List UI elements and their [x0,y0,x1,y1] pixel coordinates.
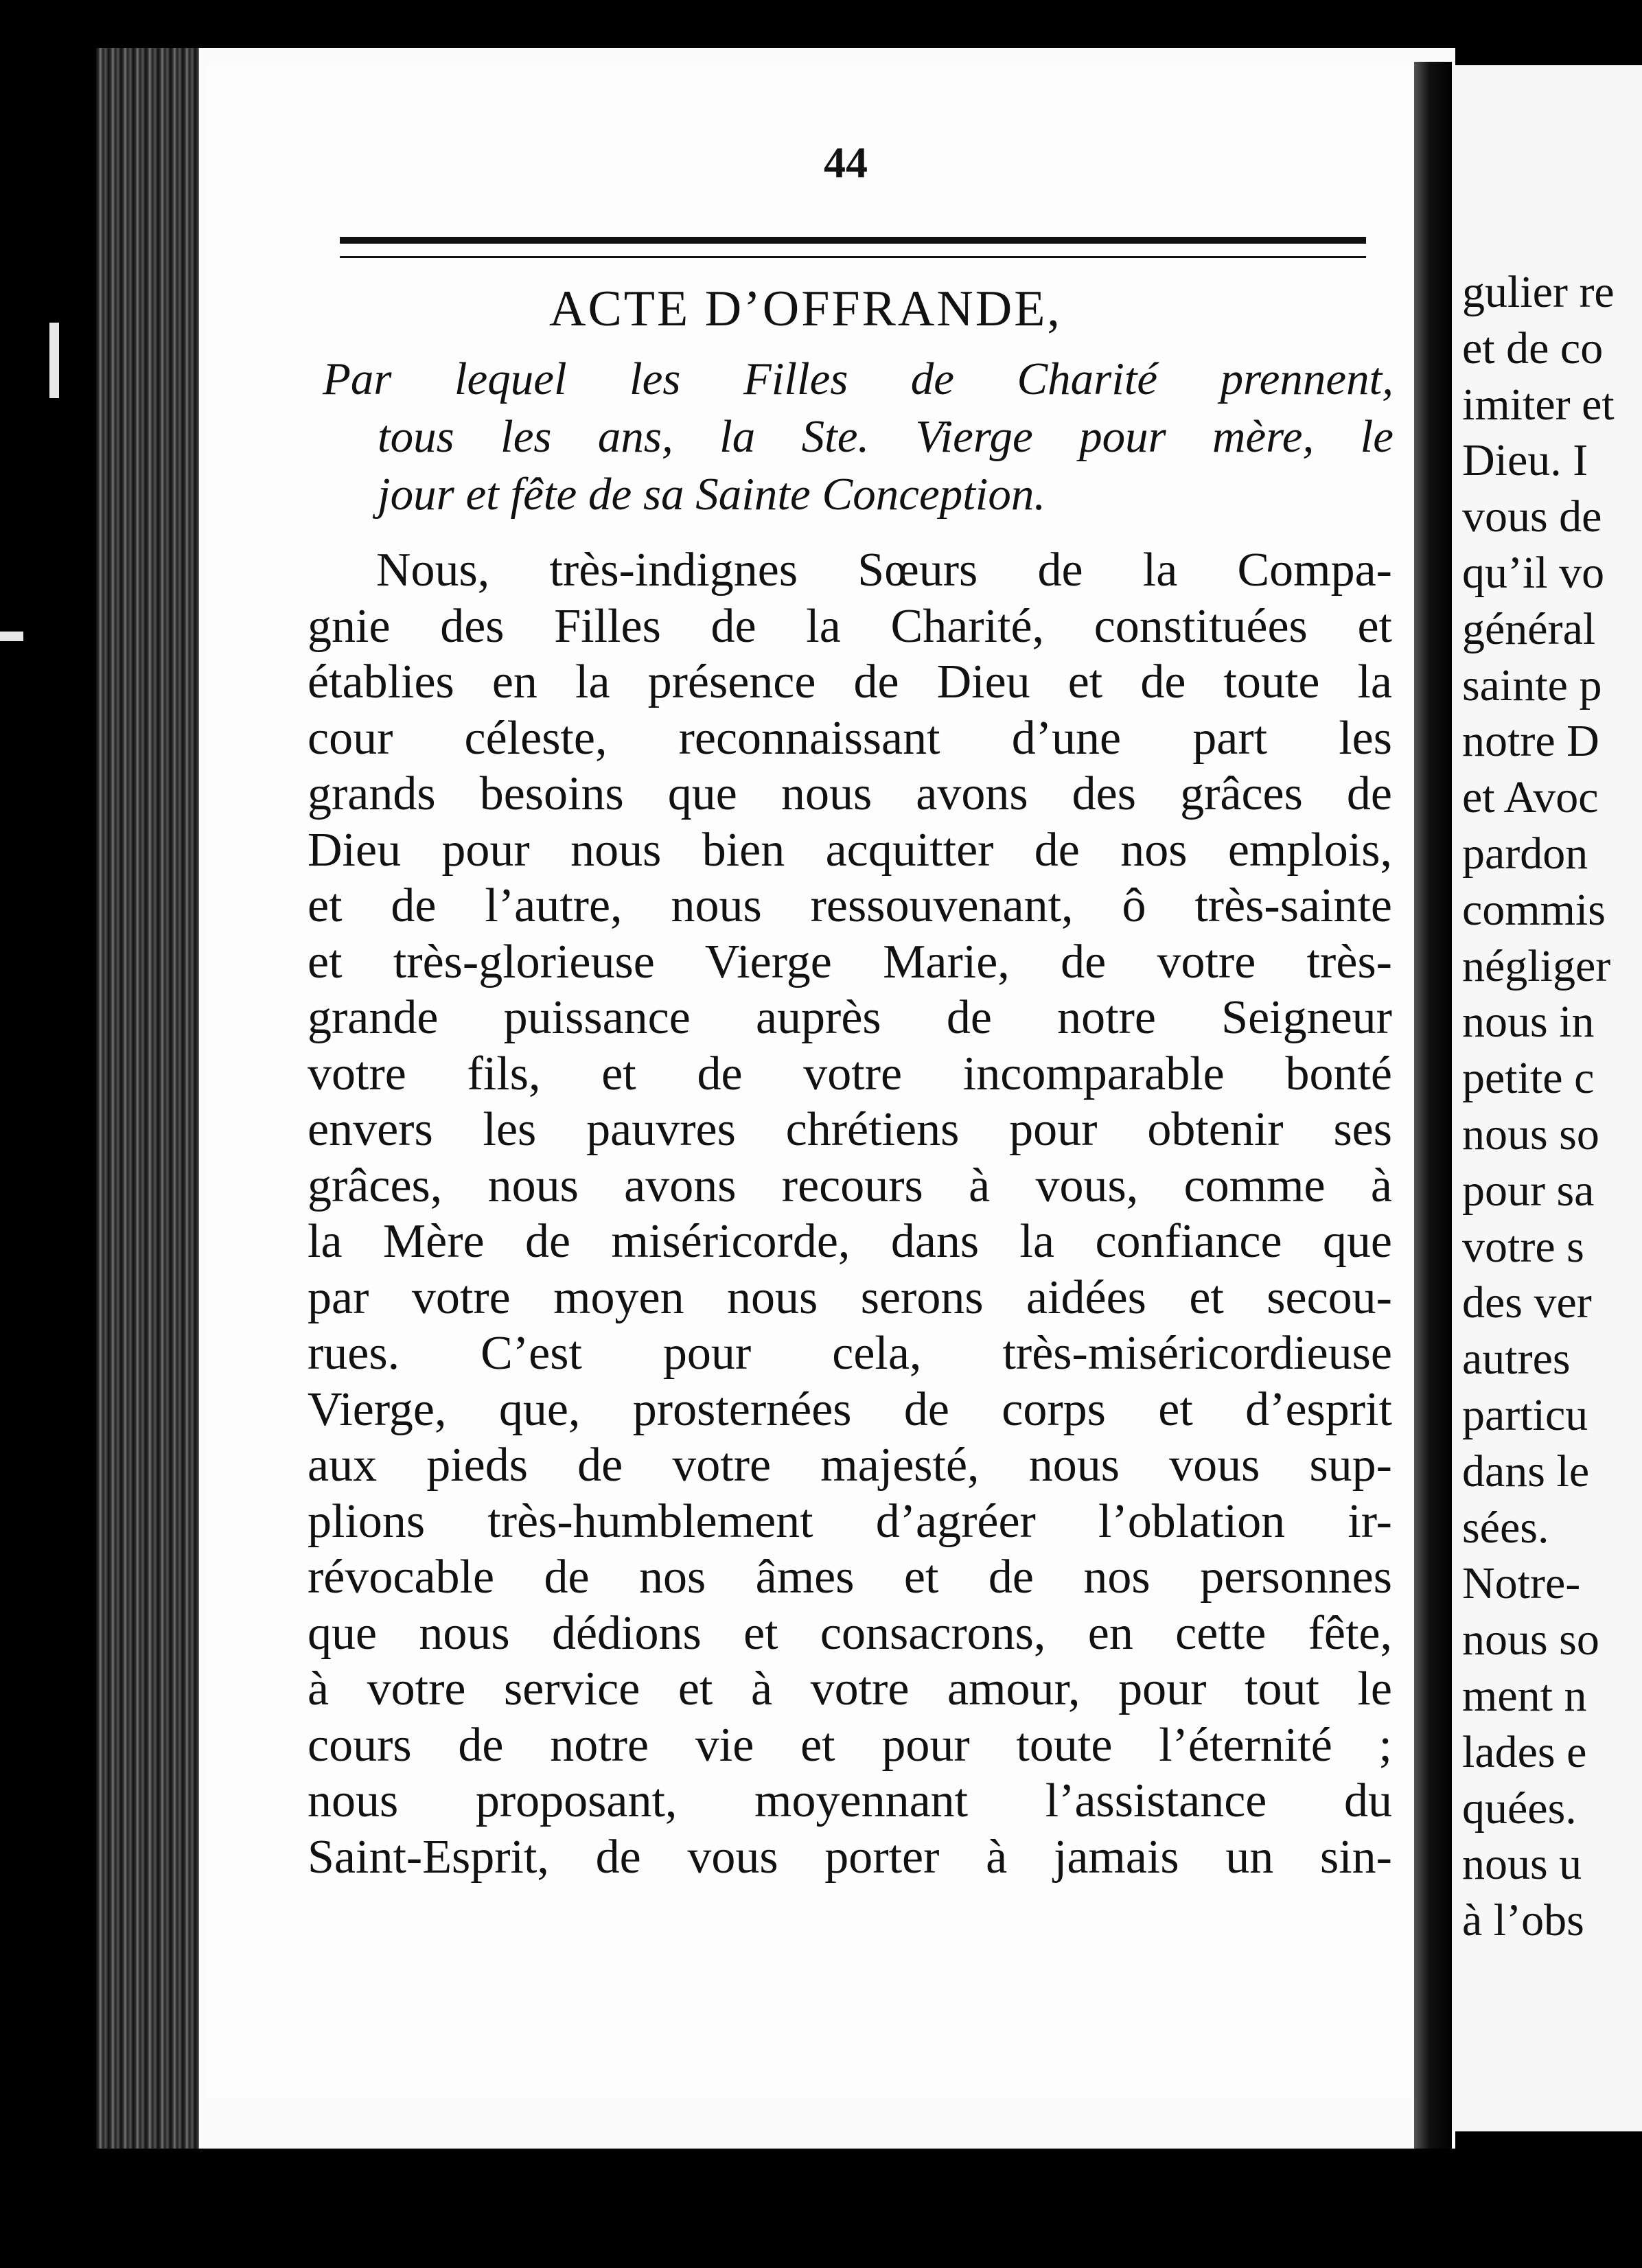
facing-line: dans le [1462,1446,1590,1496]
facing-line: vous de [1462,491,1602,542]
facing-page-text [1462,264,1615,1949]
body-line: Saint-Esprit, de vous porter à jamais un sin- [308,1830,1392,1884]
body-line: aux pieds de votre majesté, nous vous sup- [308,1439,1392,1492]
body-line: révocable de nos âmes et de nos personnes [308,1551,1392,1604]
subtitle-line: jour et fête de sa Sainte Conception. [378,469,1046,520]
body-line: Nous, très-indignes Sœurs de la Compa- [376,544,1392,597]
facing-line: sainte p [1462,660,1602,710]
body-line: grands besoins que nous avons des grâces de [308,767,1392,820]
facing-line: commis [1462,884,1606,935]
body-line: la Mère de miséricorde, dans la confiance que [308,1215,1392,1268]
section-subtitle [323,350,1394,523]
facing-line: autres [1462,1334,1571,1385]
body-line: votre fils, et de votre incomparable bonté [308,1047,1392,1100]
facing-line: particu [1462,1389,1588,1440]
body-line: et de l’autre, nous ressouvenant, ô très-sainte [308,879,1392,932]
body-line: cour céleste, reconnaissant d’une part les [308,711,1392,765]
body-line: établies en la présence de Dieu et de toute la [308,656,1392,708]
facing-line: à l’obs [1462,1895,1584,1946]
facing-line: lades e [1462,1726,1587,1777]
facing-line: votre s [1462,1221,1584,1272]
scan-speck [0,632,23,641]
facing-line: nous in [1462,997,1595,1048]
facing-line: pardon [1462,828,1588,879]
section-heading: ACTE D’OFFRANDE, [549,281,1062,337]
facing-line: petite c [1462,1053,1595,1104]
facing-line: Dieu. I [1462,435,1588,486]
scan-speck [49,323,59,398]
facing-line: qu’il vo [1462,547,1605,598]
body-line: cours de notre vie et pour toute l’éternité ; [308,1718,1392,1772]
facing-line: nous so [1462,1615,1599,1665]
body-line: rues. C’est pour cela, très-miséricordieuse [308,1327,1392,1380]
page-number: 44 [824,138,868,187]
body-line: à votre service et à votre amour, pour tout le [308,1663,1392,1715]
book-gutter [1414,62,1452,2149]
facing-line: négliger [1462,940,1611,991]
body-line: grâces, nous avons recours à vous, comme à [308,1159,1392,1212]
facing-line: imiter et [1462,379,1615,430]
facing-line: gulier re [1462,267,1615,317]
facing-line: des ver [1462,1277,1592,1328]
page-edges [96,48,199,2149]
facing-line: pour sa [1462,1165,1595,1216]
body-paragraph [308,542,1392,1885]
facing-line: sées. [1462,1502,1549,1553]
body-line: Vierge, que, prosternées de corps et d’esprit [308,1382,1392,1436]
facing-line: et de co [1462,323,1604,373]
facing-line: Notre- [1462,1558,1581,1609]
header-rule [340,237,1366,258]
subtitle-line: tous les ans, la Ste. Vierge pour mère, le [378,411,1394,462]
facing-line: notre D [1462,716,1599,767]
body-line: plions très-humblement d’agréer l’oblation ir- [308,1494,1392,1548]
body-line: envers les pauvres chrétiens pour obtenir ses [308,1103,1392,1156]
body-line: que nous dédions et consacrons, en cette fête, [308,1606,1392,1660]
subtitle-line: Par lequel les Filles de Charité prennent, [323,354,1394,404]
facing-line: quées. [1462,1783,1577,1833]
body-line: grande puissance auprès de notre Seigneur [308,991,1392,1044]
facing-line: ment n [1462,1670,1587,1721]
body-line: et très-glorieuse Vierge Marie, de votre très- [308,935,1392,988]
facing-line: général [1462,603,1596,654]
facing-line: et Avoc [1462,772,1599,823]
facing-line: nous so [1462,1109,1599,1159]
body-line: gnie des Filles de la Charité, constituées et [308,599,1392,653]
facing-line: nous u [1462,1839,1582,1890]
body-line: Dieu pour nous bien acquitter de nos emplois, [308,823,1392,877]
body-line: nous proposant, moyennant l’assistance du [308,1774,1392,1827]
body-line: par votre moyen nous serons aidées et secou- [308,1271,1392,1324]
